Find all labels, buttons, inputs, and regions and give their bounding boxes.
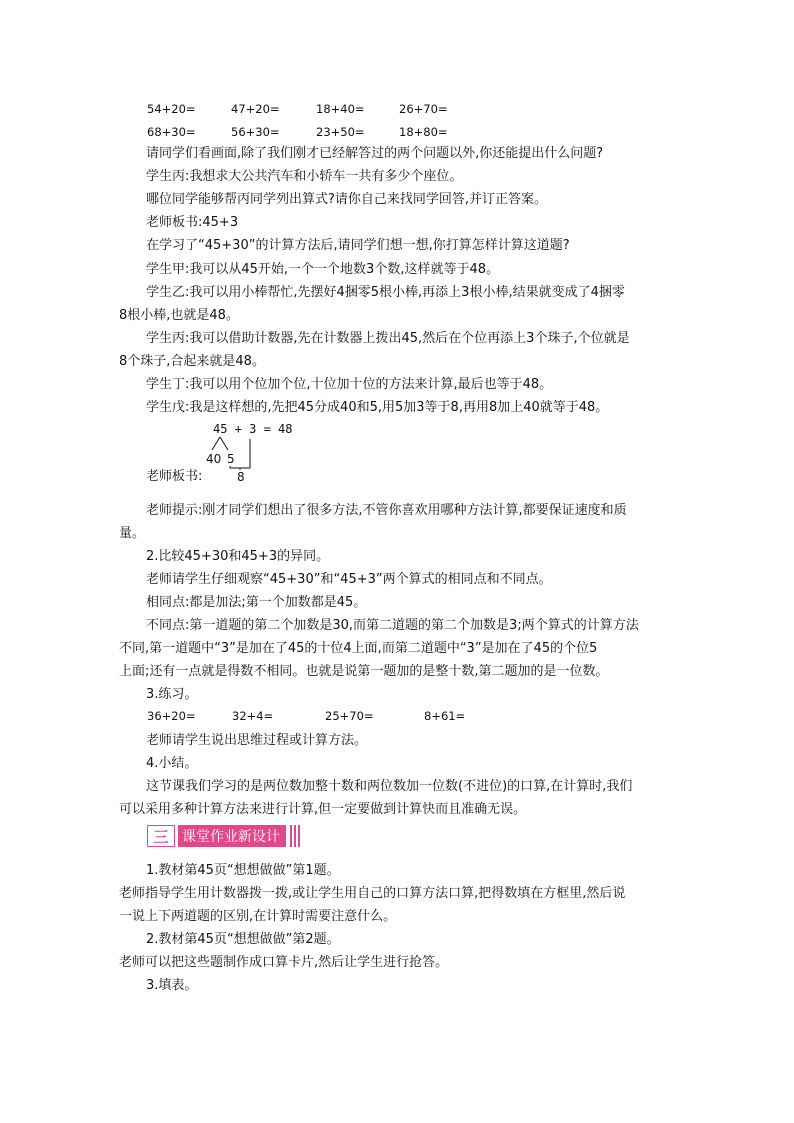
paragraph-continued: 上面;还有一点就是得数不相同。也就是说第一题加的是整十数,第二题加的是一位数。 (119, 664, 609, 679)
paragraph: 这节课我们学习的是两位数加整十数和两位数加一位数(不进位)的口算,在计算时,我们 (146, 779, 633, 794)
paragraph: 相同点:都是加法;第一个加数都是45。 (146, 595, 367, 610)
paragraph: 老师提示:刚才同学们想出了很多方法,不管你喜欢用哪种方法计算,都要保证速度和质 (146, 503, 627, 518)
paragraph-continued: 8个珠子,合起来就是48。 (119, 354, 265, 369)
paragraph: 老师板书: (146, 469, 203, 484)
paragraph: 4.小结。 (146, 756, 198, 771)
paragraph: 学生丙:我可以借助计数器,先在计数器上拨出45,然后在个位再添上3个珠子,个位就是 (146, 331, 630, 346)
paragraph: 老师请学生说出思维过程或计算方法。 (146, 733, 368, 748)
practice-4: 8+61= (424, 709, 466, 723)
split-line-left (212, 437, 220, 450)
paragraph: 2.比较45+30和45+3的异同。 (146, 549, 330, 564)
exercise-5: 68+30= (147, 125, 196, 139)
paragraph: 3.填表。 (146, 978, 198, 993)
diagram-equation: 45 + 3 = 48 (213, 422, 293, 436)
paragraph-continued: 量。 (119, 526, 146, 541)
paragraph: 老师请学生仔细观察“45+30”和“45+3”两个算式的相同点和不同点。 (146, 572, 552, 587)
exercise-8: 18+80= (399, 125, 448, 139)
practice-3: 25+70= (325, 709, 374, 723)
paragraph: 在学习了“45+30”的计算方法后,请同学们想一想,你打算怎样计算这道题? (146, 238, 570, 253)
paragraph: 3.练习。 (146, 687, 198, 702)
exercise-2: 47+20= (231, 102, 280, 116)
paragraph-continued: 不同,第一道题中“3”是加在了45的十位4上面,而第二道题中“3”是加在了45的个位5 (119, 641, 598, 656)
paragraph: 学生丙:我想求大公共汽车和小轿车一共有多少个座位。 (146, 169, 463, 184)
paragraph-continued: 老师指导学生用计数器拨一拨,或让学生用自己的口算方法口算,把得数填在方框里,然后说 (119, 886, 626, 901)
paragraph: 哪位同学能够帮丙同学列出算式?请你自己来找同学回答,并订正答案。 (146, 192, 548, 207)
split-line-right (220, 437, 228, 450)
section-number: 三 (147, 825, 175, 847)
exercise-6: 56+30= (231, 125, 280, 139)
exercise-7: 23+50= (316, 125, 365, 139)
paragraph: 老师板书:45+3 (146, 215, 239, 230)
paragraph-continued: 一说上下两道题的区别,在计算时需要注意什么。 (119, 909, 397, 924)
exercise-4: 26+70= (399, 102, 448, 116)
practice-2: 32+4= (232, 709, 274, 723)
paragraph-continued: 老师可以把这些题制作成口算卡片,然后让学生进行抢答。 (119, 955, 449, 970)
paragraph: 2.教材第45页“想想做做”第2题。 (146, 932, 340, 947)
paragraph: 学生乙:我可以用小棒帮忙,先摆好4捆零5根小棒,再添上3根小棒,结果就变成了4捆零 (146, 285, 625, 300)
practice-1: 36+20= (147, 709, 196, 723)
diagram-sum: 8 (237, 470, 245, 484)
paragraph: 不同点:第一道题的第二个加数是30,而第二道题的第二个加数是3;两个算式的计算方法 (146, 618, 639, 633)
paragraph: 学生甲:我可以从45开始,一个一个地数3个数,这样就等于48。 (146, 262, 499, 277)
paragraph: 学生丁:我可以用个位加个位,十位加十位的方法来计算,最后也等于48。 (146, 377, 553, 392)
exercise-3: 18+40= (316, 102, 365, 116)
paragraph: 1.教材第45页“想想做做”第1题。 (146, 863, 340, 878)
diagram-tens: 40 (206, 452, 222, 466)
paragraph-continued: 可以采用多种计算方法来进行计算,但一定要做到计算快而且准确无误。 (119, 802, 527, 817)
paragraph-continued: 8根小棒,也就是48。 (119, 308, 239, 323)
paragraph: 请同学们看画面,除了我们刚才已经解答过的两个问题以外,你还能提出什么问题? (146, 146, 604, 161)
section-title: 课堂作业新设计 (178, 825, 286, 847)
banner-stripes (288, 825, 300, 847)
paragraph: 学生戊:我是这样想的,先把45分成40和5,用5加3等于8,再用8加上40就等于48。 (146, 400, 609, 415)
exercise-1: 54+20= (147, 102, 196, 116)
section-banner (147, 825, 300, 847)
diagram-ones: 5 (227, 452, 235, 466)
